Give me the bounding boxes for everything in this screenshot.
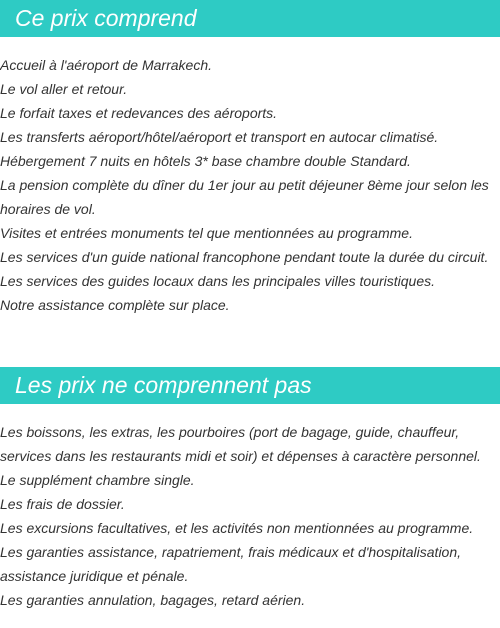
excluded-item-supplement-single: Le supplément chambre single.: [0, 472, 195, 488]
included-item-assistance: Notre assistance complète sur place.: [0, 297, 230, 313]
included-item-transferts: Les transferts aéroport/hôtel/aéroport et transport en autocar climatisé.: [0, 129, 439, 145]
included-item-guides-locaux: Les services des guides locaux dans les principales villes touristiques.: [0, 273, 435, 289]
included-item-taxes: Le forfait taxes et redevances des aéroports.: [0, 105, 278, 121]
included-item-vol: Le vol aller et retour.: [0, 81, 128, 97]
included-item-guide-national: Les services d'un guide national francophone pendant toute la durée du circuit.: [0, 249, 489, 265]
included-item-accueil: Accueil à l'aéroport de Marrakech.: [0, 57, 212, 73]
excluded-item-excursions: Les excursions facultatives, et les activités non mentionnées au programme.: [0, 520, 474, 536]
included-item-hebergement: Hébergement 7 nuits en hôtels 3* base chambre double Standard.: [0, 153, 411, 169]
excluded-item-frais-dossier: Les frais de dossier.: [0, 496, 125, 512]
included-item-visites: Visites et entrées monuments tel que mentionnées au programme.: [0, 225, 413, 241]
excluded-section-title: Les prix ne comprennent pas: [0, 367, 500, 404]
excluded-item-garanties-assistance: Les garanties assistance, rapatriement, frais médicaux et d'hospitalisation, assistance juridique et pénale.: [0, 544, 462, 584]
excluded-item-boissons: Les boissons, les extras, les pourboires (port de bagage, guide, chauffeur, services dans les restaurants midi et soir) et dépenses à caractère personnel.: [0, 424, 481, 464]
excluded-list: [0, 420, 496, 612]
included-list: [0, 53, 496, 317]
included-item-pension: La pension complète du dîner du 1er jour au petit déjeuner 8ème jour selon les horaires de vol.: [0, 177, 489, 217]
included-section-title: Ce prix comprend: [0, 0, 500, 37]
excluded-item-garanties-annulation: Les garanties annulation, bagages, retard aérien.: [0, 592, 306, 608]
